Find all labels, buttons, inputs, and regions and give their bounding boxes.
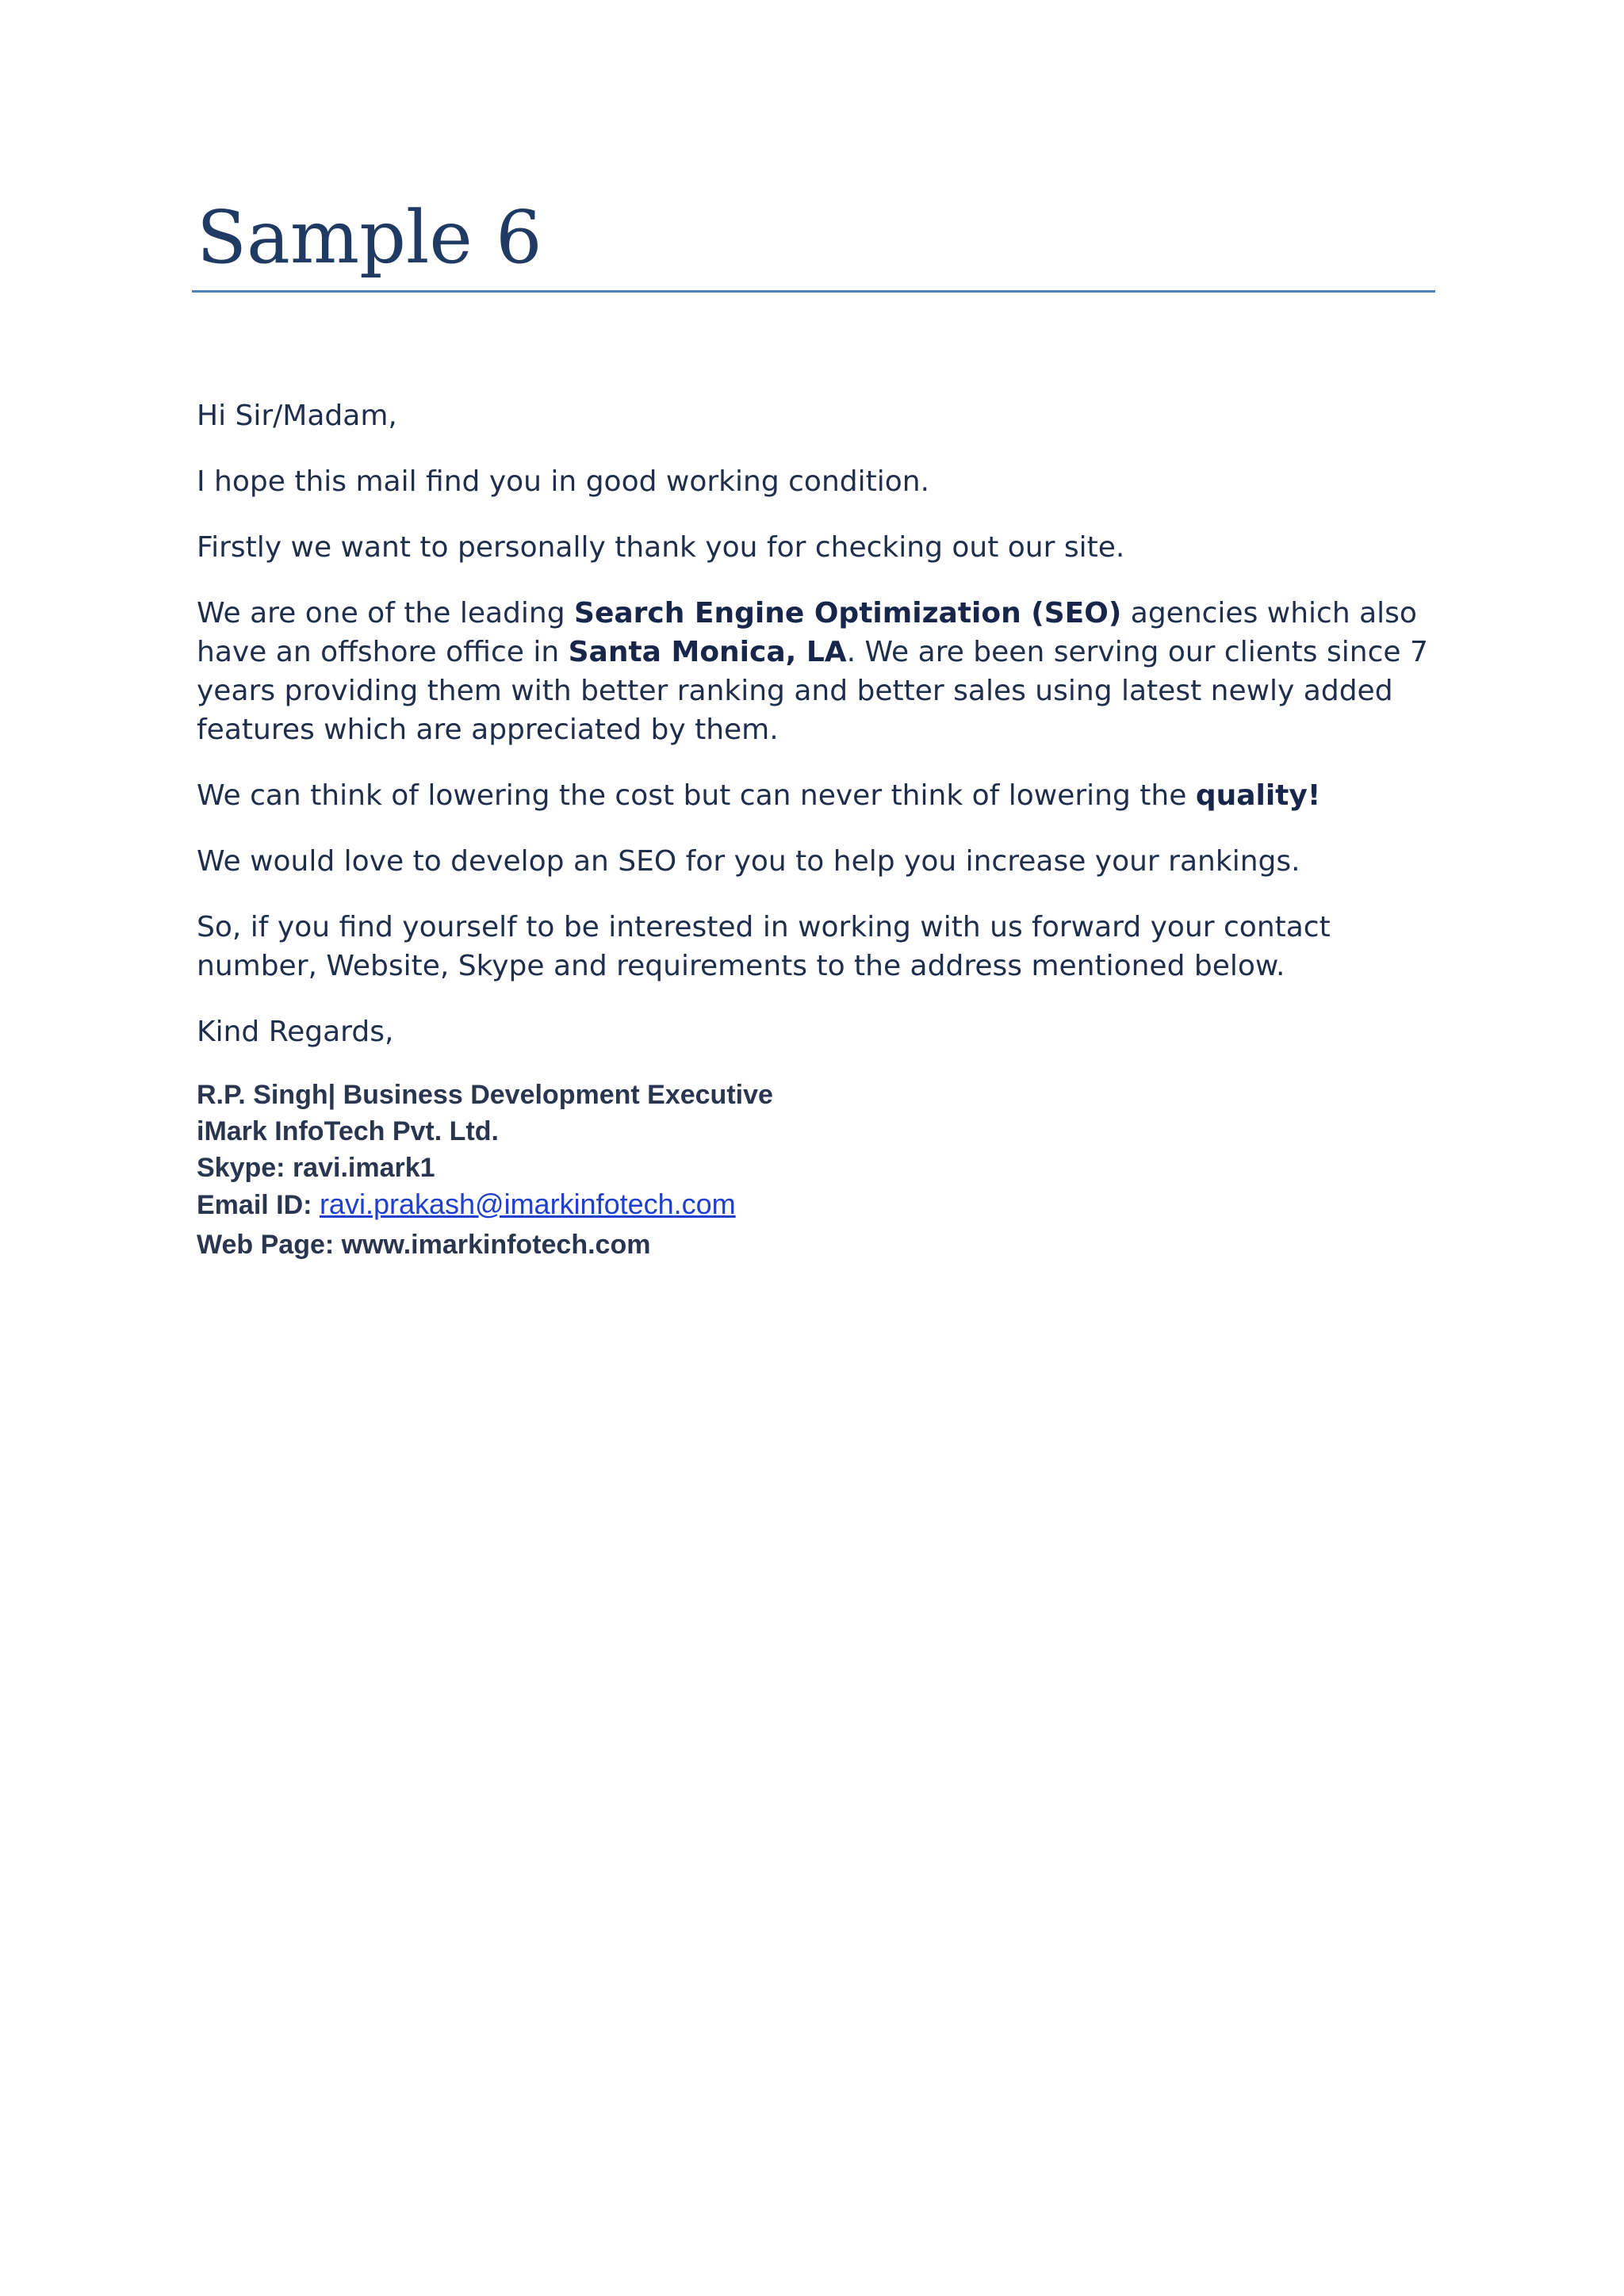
signature-block bbox=[197, 1077, 1148, 1263]
greeting: Hi Sir/Madam, bbox=[197, 400, 397, 432]
signature-skype: Skype: ravi.imark1 bbox=[197, 1153, 435, 1183]
paragraph-5: We would love to develop an SEO for you to help you increase your rankings. bbox=[197, 845, 1300, 878]
email-link[interactable]: ravi.prakash@imarkinfotech.com bbox=[319, 1188, 736, 1220]
quality-emphasis: quality! bbox=[1195, 779, 1321, 812]
paragraph-3-text-a: We are one of the leading bbox=[197, 597, 575, 629]
paragraph-6: So, if you find yourself to be interested in working with us forward your contact number, Website, Skype and requirements to the address mentioned below. bbox=[197, 911, 1331, 982]
signature-email-line bbox=[197, 1186, 1148, 1223]
signature-company: iMark InfoTech Pvt. Ltd. bbox=[197, 1116, 499, 1146]
signature-email-label: Email ID: bbox=[197, 1190, 320, 1220]
paragraph-2: Firstly we want to personally thank you for checking out our site. bbox=[197, 531, 1125, 564]
paragraph-1: I hope this mail find you in good working condition. bbox=[197, 465, 930, 498]
paragraph-4 bbox=[197, 776, 1442, 815]
paragraph-3 bbox=[197, 594, 1442, 749]
location-emphasis: Santa Monica, LA bbox=[568, 636, 847, 668]
letter-body bbox=[197, 396, 1442, 1078]
signature-name-title: R.P. Singh| Business Development Executive bbox=[197, 1080, 773, 1110]
page-title: Sample 6 bbox=[197, 195, 542, 280]
seo-emphasis: Search Engine Optimization (SEO) bbox=[574, 597, 1122, 629]
signature-web-page: Web Page: www.imarkinfotech.com bbox=[197, 1230, 651, 1260]
paragraph-3-text-d: . We are been serving our clients since 7 years providing them with better ranking and better sales using latest newly added features which are appreciated by them. bbox=[197, 636, 1428, 746]
closing: Kind Regards, bbox=[197, 1016, 394, 1048]
title-underline-divider bbox=[192, 290, 1435, 293]
paragraph-3-text-c: agencies which also have an offshore office in bbox=[197, 597, 1417, 668]
paragraph-4-text: We can think of lowering the cost but can never think of lowering the bbox=[197, 779, 1196, 812]
